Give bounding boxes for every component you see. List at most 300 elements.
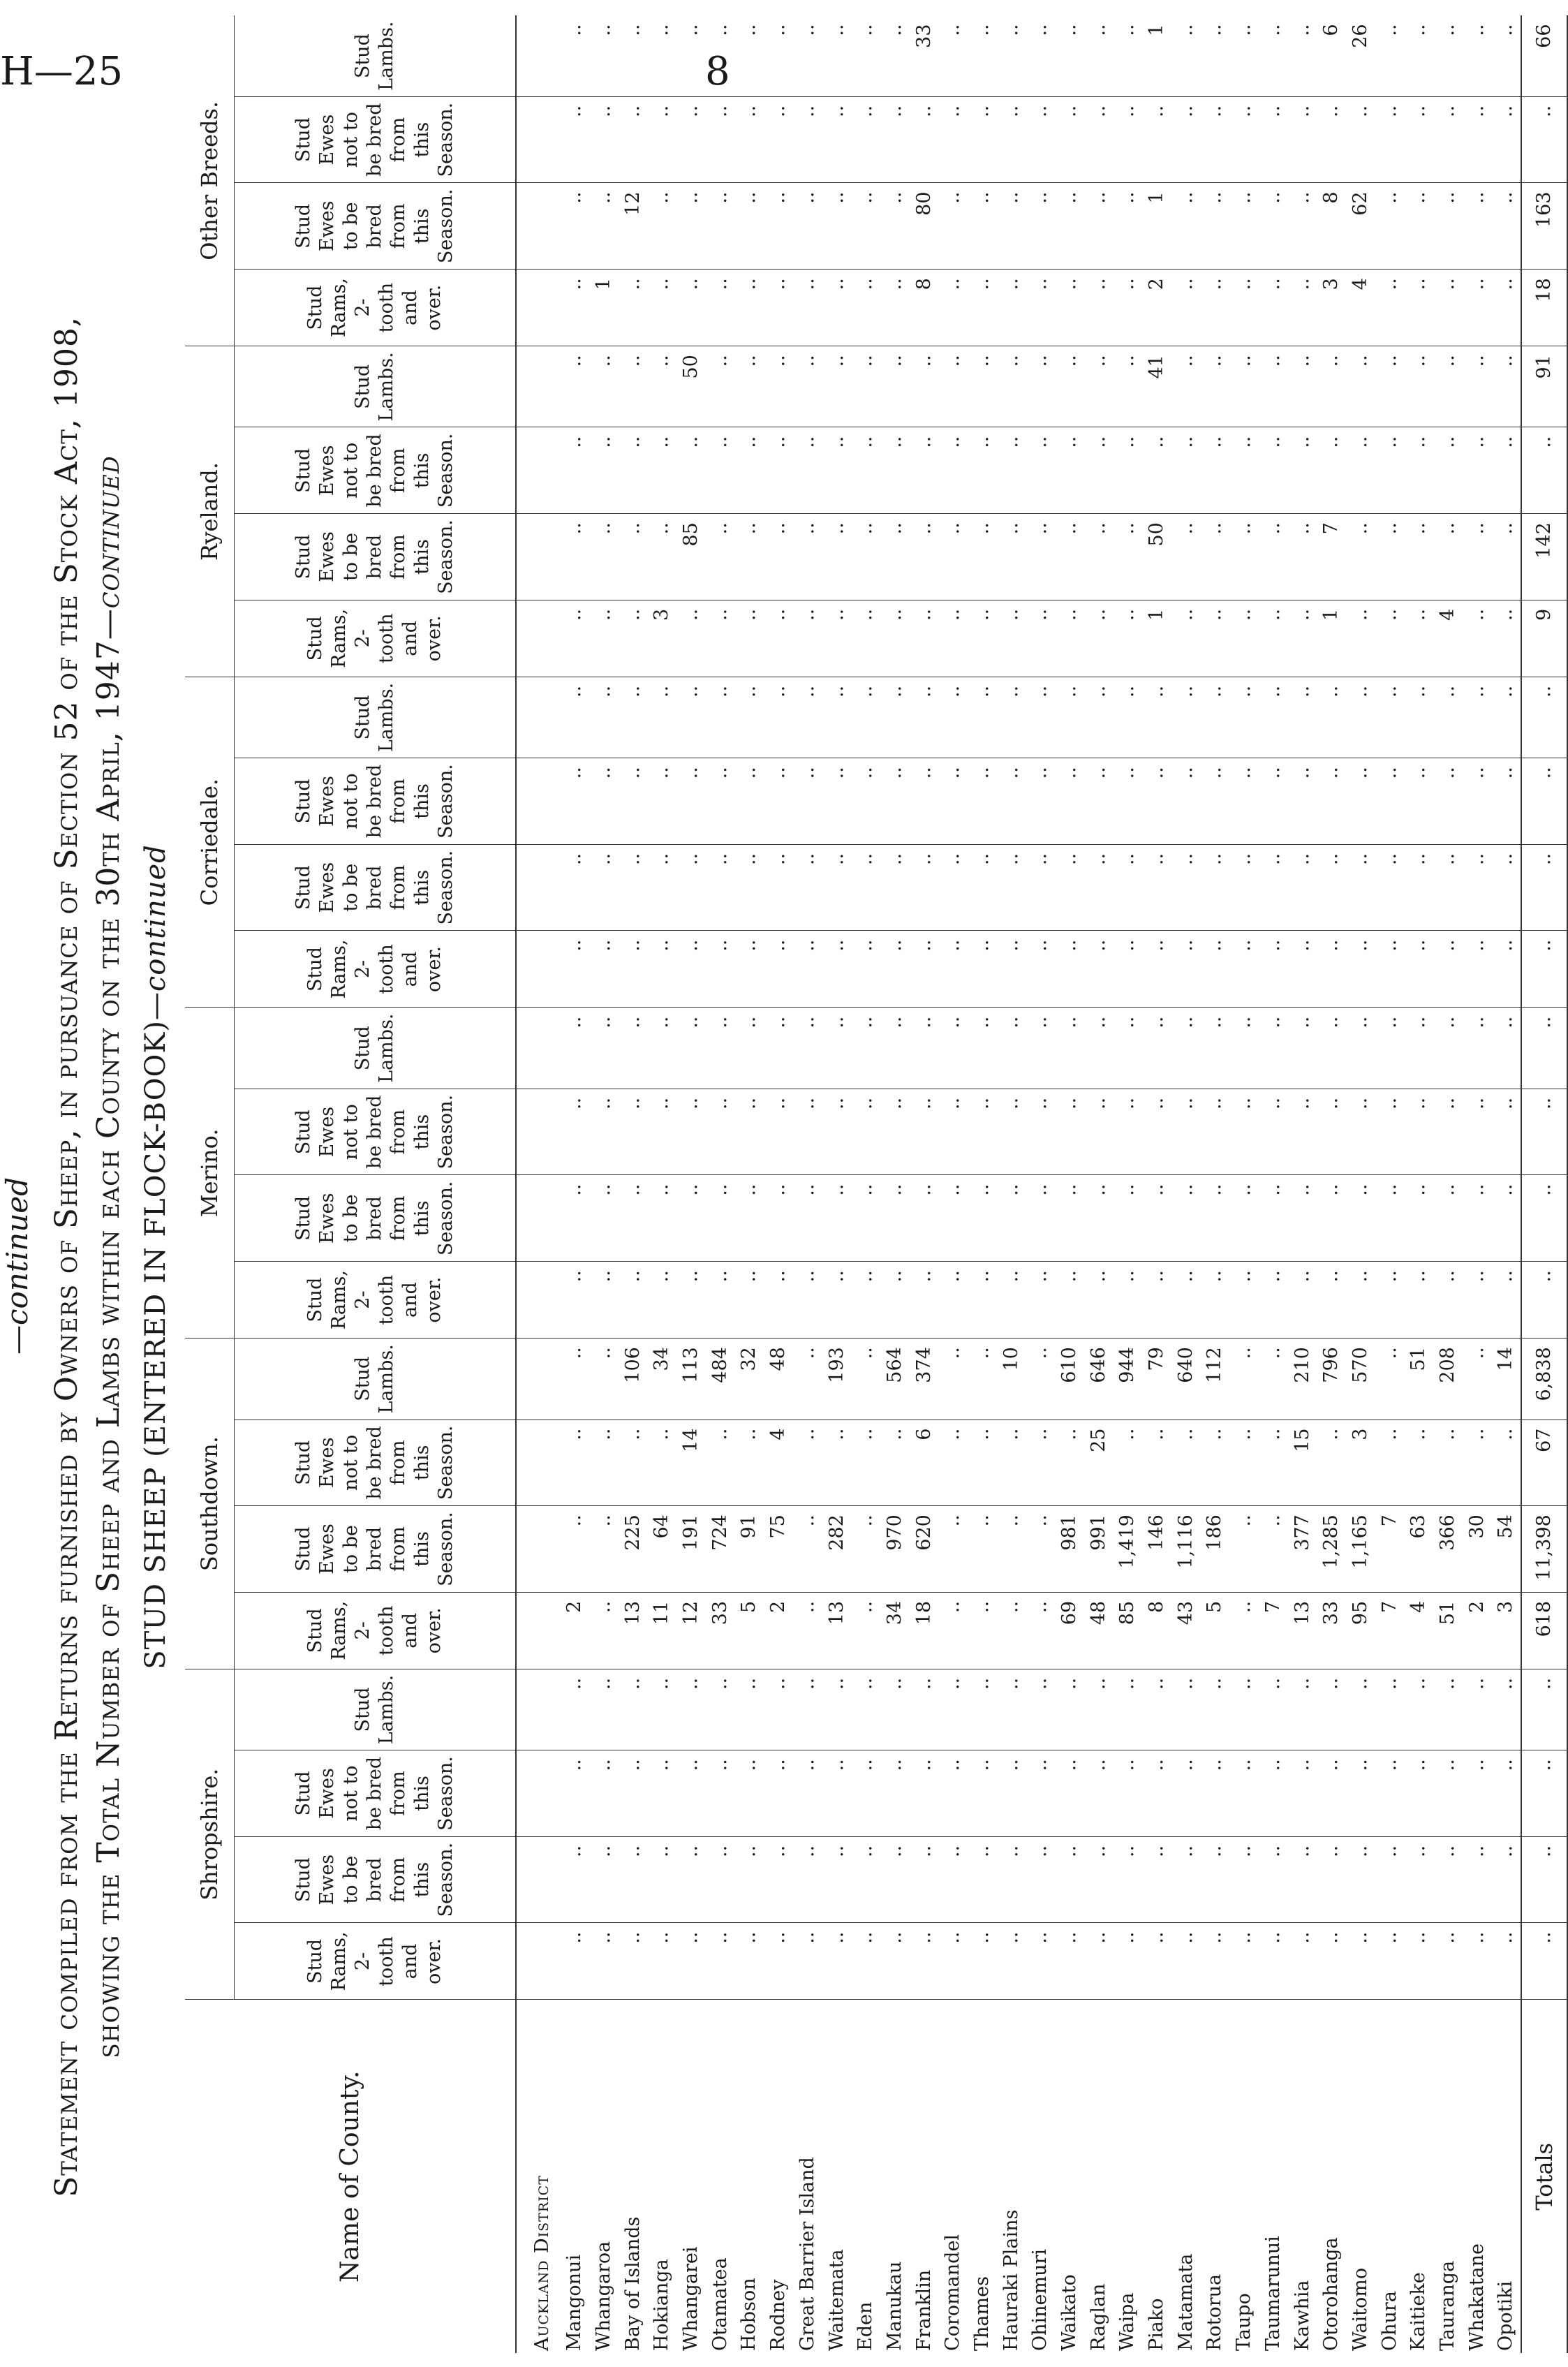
empty-cell [516, 1008, 560, 1089]
value-cell: .. [1200, 1923, 1229, 2000]
column-header: Stud Ewes to be bred from this Season. [235, 183, 517, 270]
value-cell: .. [589, 931, 619, 1008]
value-cell: .. [1171, 1262, 1200, 1339]
value-cell: .. [618, 15, 647, 96]
empty-cell [516, 183, 560, 270]
value-cell: .. [1433, 1836, 1463, 1923]
value-cell: .. [764, 514, 793, 600]
value-cell: .. [618, 600, 647, 677]
empty-cell [516, 427, 560, 514]
value-cell: .. [1026, 1592, 1055, 1669]
value-cell: 1 [1142, 183, 1171, 270]
value-cell: .. [1491, 346, 1521, 427]
county-name: Whakatane [1465, 2243, 1488, 2351]
value-cell: .. [793, 758, 822, 845]
value-cell: .. [764, 1750, 793, 1837]
value-cell: .. [822, 346, 851, 427]
value-cell: .. [793, 514, 822, 600]
value-cell: .. [1026, 514, 1055, 600]
value-cell: 2 [560, 1592, 589, 1669]
value-cell: .. [996, 1592, 1026, 1669]
value-cell: .. [968, 1506, 997, 1593]
value-cell: .. [1259, 1089, 1288, 1175]
value-cell: .. [618, 514, 647, 600]
value-cell: 12 [676, 1592, 706, 1669]
statement-title-line2 [91, 161, 126, 2353]
value-cell: .. [968, 1923, 997, 2000]
value-cell: .. [1346, 1923, 1375, 2000]
value-cell: .. [705, 270, 734, 346]
value-cell: .. [880, 183, 910, 270]
value-cell: 41 [1142, 346, 1171, 427]
value-cell: .. [1375, 1175, 1404, 1262]
value-cell: .. [1317, 1669, 1346, 1750]
value-cell: .. [1462, 758, 1491, 845]
value-cell: .. [938, 1506, 968, 1593]
value-cell: .. [880, 600, 910, 677]
value-cell: .. [1171, 1420, 1200, 1506]
table-row [1113, 15, 1142, 2353]
column-header: Stud Ewes not to be bred from this Season. [235, 1420, 517, 1506]
value-cell: .. [968, 931, 997, 1008]
value-cell: .. [968, 1750, 997, 1837]
value-cell: 13 [618, 1592, 647, 1669]
value-cell: .. [1026, 96, 1055, 183]
value-cell: .. [1317, 1008, 1346, 1089]
value-cell: .. [764, 1836, 793, 1923]
value-cell: .. [1055, 1089, 1084, 1175]
value-cell: .. [676, 844, 706, 931]
value-cell: .. [851, 427, 880, 514]
value-cell: .. [1259, 427, 1288, 514]
value-cell: 3 [1346, 1420, 1375, 1506]
value-cell: 69 [1055, 1592, 1084, 1669]
value-cell: 618 [1521, 1592, 1567, 1669]
value-cell: 106 [618, 1339, 647, 1420]
value-cell: .. [1433, 1089, 1463, 1175]
value-cell: .. [647, 1420, 676, 1506]
value-cell: .. [1346, 1750, 1375, 1837]
value-cell: .. [1521, 1669, 1567, 1750]
value-cell: .. [1287, 931, 1317, 1008]
value-cell: .. [1317, 1836, 1346, 1923]
value-cell: .. [734, 514, 764, 600]
table-row [793, 15, 822, 2353]
value-cell: .. [1026, 1420, 1055, 1506]
county-name: Hokianga [651, 2259, 673, 2351]
value-cell: .. [1287, 346, 1317, 427]
value-cell: 724 [705, 1506, 734, 1593]
county-name: Ohura [1378, 2291, 1400, 2351]
empty-cell [516, 1750, 560, 1837]
value-cell: .. [938, 600, 968, 677]
value-cell: 6,838 [1521, 1339, 1567, 1420]
county-name: Eden [855, 2301, 877, 2351]
county-name: Whangarei [680, 2246, 702, 2351]
value-cell: 15 [1287, 1420, 1317, 1506]
value-cell: .. [589, 1669, 619, 1750]
value-cell: .. [1433, 931, 1463, 1008]
value-cell: .. [1521, 1089, 1567, 1175]
value-cell: .. [1171, 15, 1200, 96]
value-cell: .. [734, 1008, 764, 1089]
table-row [880, 15, 910, 2353]
value-cell: .. [880, 677, 910, 758]
value-cell: 564 [880, 1339, 910, 1420]
value-cell: .. [968, 1420, 997, 1506]
value-cell: 1,116 [1171, 1506, 1200, 1593]
value-cell: .. [676, 931, 706, 1008]
county-name: Ohinemuri [1029, 2248, 1051, 2351]
subtitle-continued: continued [140, 844, 172, 992]
value-cell: .. [1259, 931, 1288, 1008]
value-cell: .. [647, 427, 676, 514]
table-row [1375, 15, 1404, 2353]
value-cell: .. [909, 1175, 938, 1262]
value-cell: 991 [1083, 1506, 1113, 1593]
value-cell: 112 [1200, 1339, 1229, 1420]
value-cell: .. [1433, 1008, 1463, 1089]
value-cell: .. [968, 600, 997, 677]
value-cell: .. [1055, 514, 1084, 600]
value-cell: .. [851, 931, 880, 1008]
value-cell: .. [1026, 1506, 1055, 1593]
value-cell: .. [968, 183, 997, 270]
empty-cell [516, 677, 560, 758]
value-cell: .. [1229, 1506, 1259, 1593]
county-name: Hobson [738, 2278, 760, 2351]
value-cell: .. [1491, 1836, 1521, 1923]
value-cell: 208 [1433, 1339, 1463, 1420]
value-cell: .. [764, 1008, 793, 1089]
value-cell: .. [1259, 1420, 1288, 1506]
empty-cell [516, 514, 560, 600]
value-cell: .. [1317, 1089, 1346, 1175]
value-cell: .. [1462, 844, 1491, 931]
table-row [1346, 15, 1375, 2353]
value-cell: .. [1404, 183, 1433, 270]
value-cell: .. [1287, 1836, 1317, 1923]
value-cell: .. [909, 1089, 938, 1175]
value-cell: .. [1346, 346, 1375, 427]
county-name: Waitemata [825, 2249, 848, 2351]
county-name: Opotiki [1495, 2280, 1517, 2351]
column-header: Stud Ewes not to be bred from this Season. [235, 427, 517, 514]
value-cell: .. [764, 931, 793, 1008]
value-cell: 1 [589, 270, 619, 346]
value-cell: .. [793, 270, 822, 346]
value-cell: .. [1113, 931, 1142, 1008]
value-cell: .. [676, 758, 706, 845]
value-cell: .. [968, 514, 997, 600]
value-cell: 2 [1142, 270, 1171, 346]
value-cell: .. [1346, 677, 1375, 758]
value-cell: .. [560, 1506, 589, 1593]
value-cell: 610 [1055, 1339, 1084, 1420]
county-name: Thames [970, 2276, 993, 2351]
value-cell: .. [1317, 844, 1346, 931]
value-cell: .. [880, 514, 910, 600]
value-cell: .. [1200, 183, 1229, 270]
value-cell: .. [1375, 844, 1404, 931]
value-cell: .. [1083, 844, 1113, 931]
value-cell: .. [968, 1592, 997, 1669]
value-cell: .. [1200, 844, 1229, 931]
value-cell: .. [560, 427, 589, 514]
value-cell: .. [1113, 270, 1142, 346]
county-name: Hauraki Plains [1000, 2209, 1022, 2351]
value-cell: .. [1259, 1506, 1288, 1593]
value-cell: .. [1404, 1750, 1433, 1837]
continued-label: —continued [0, 1177, 34, 1355]
page-number: 8 [705, 49, 730, 94]
value-cell: .. [1083, 514, 1113, 600]
value-cell: .. [1200, 1669, 1229, 1750]
value-cell: .. [1521, 758, 1567, 845]
value-cell: .. [909, 844, 938, 931]
value-cell: .. [968, 677, 997, 758]
value-cell: .. [1491, 677, 1521, 758]
column-header: Stud Rams, 2-tooth and over. [235, 1592, 517, 1669]
value-cell: .. [589, 15, 619, 96]
value-cell: 13 [822, 1592, 851, 1669]
value-cell: .. [996, 1262, 1026, 1339]
value-cell: .. [647, 96, 676, 183]
value-cell: .. [822, 514, 851, 600]
value-cell: .. [647, 1262, 676, 1339]
empty-cell [516, 1592, 560, 1669]
table-row [589, 15, 619, 2353]
value-cell: .. [647, 346, 676, 427]
value-cell: .. [880, 1750, 910, 1837]
value-cell: .. [909, 1923, 938, 2000]
county-name-header: Name of County. [185, 2000, 516, 2353]
value-cell: .. [1142, 1175, 1171, 1262]
value-cell: 8 [1317, 183, 1346, 270]
column-header: Stud Ewes not to be bred from this Season. [235, 758, 517, 845]
value-cell: .. [618, 346, 647, 427]
value-cell: .. [1026, 15, 1055, 96]
value-cell: .. [618, 758, 647, 845]
value-cell: .. [793, 1750, 822, 1837]
value-cell: .. [589, 600, 619, 677]
value-cell: .. [1229, 346, 1259, 427]
value-cell: .. [1259, 183, 1288, 270]
value-cell: .. [1229, 1339, 1259, 1420]
value-cell: .. [647, 844, 676, 931]
value-cell: .. [822, 931, 851, 1008]
value-cell: .. [1142, 758, 1171, 845]
value-cell: .. [793, 677, 822, 758]
value-cell: .. [618, 1262, 647, 1339]
value-cell: .. [1142, 427, 1171, 514]
subtitle-text: STUD SHEEP (ENTERED IN FLOCK-BOOK)— [140, 991, 172, 1669]
value-cell: .. [1142, 1262, 1171, 1339]
value-cell: .. [938, 1669, 968, 1750]
value-cell: .. [1083, 1750, 1113, 1837]
value-cell: .. [560, 758, 589, 845]
value-cell: .. [1083, 1669, 1113, 1750]
value-cell: .. [705, 1175, 734, 1262]
value-cell: .. [1375, 183, 1404, 270]
value-cell: .. [1375, 427, 1404, 514]
value-cell: .. [618, 931, 647, 1008]
value-cell: 91 [1521, 346, 1567, 427]
value-cell: .. [1026, 1669, 1055, 1750]
value-cell: .. [1375, 270, 1404, 346]
value-cell: .. [1433, 1923, 1463, 2000]
table-row [1142, 15, 1171, 2353]
value-cell: .. [1055, 1669, 1084, 1750]
value-cell: .. [1026, 1339, 1055, 1420]
value-cell: .. [938, 96, 968, 183]
value-cell: .. [1200, 931, 1229, 1008]
county-name: Piako [1146, 2298, 1168, 2351]
value-cell: .. [996, 1089, 1026, 1175]
county-name: Franklin [912, 2269, 935, 2351]
value-cell: .. [1259, 1923, 1288, 2000]
value-cell: .. [1229, 183, 1259, 270]
value-cell: 377 [1287, 1506, 1317, 1593]
value-cell: .. [880, 96, 910, 183]
value-cell: 4 [1433, 600, 1463, 677]
value-cell: .. [968, 844, 997, 931]
value-cell: 640 [1171, 1339, 1200, 1420]
value-cell: .. [1433, 183, 1463, 270]
value-cell: .. [1113, 1669, 1142, 1750]
value-cell: .. [1346, 600, 1375, 677]
value-cell: .. [851, 677, 880, 758]
value-cell: .. [1287, 15, 1317, 96]
value-cell: .. [1317, 427, 1346, 514]
value-cell: .. [1462, 1836, 1491, 1923]
value-cell: .. [560, 1669, 589, 1750]
value-cell: .. [1113, 427, 1142, 514]
value-cell: 646 [1083, 1339, 1113, 1420]
value-cell: .. [1026, 1750, 1055, 1837]
county-name: Tauranga [1436, 2260, 1458, 2351]
value-cell: .. [1317, 1262, 1346, 1339]
value-cell: .. [1346, 96, 1375, 183]
table-row [968, 15, 997, 2353]
value-cell: .. [1346, 1836, 1375, 1923]
value-cell: .. [1433, 96, 1463, 183]
title-line2-text: showing the Total Number of Sheep and Lambs within each County on the 30th April, 1947— [91, 608, 126, 2058]
value-cell: .. [647, 514, 676, 600]
value-cell: .. [1462, 514, 1491, 600]
value-cell: .. [909, 1008, 938, 1089]
value-cell: .. [705, 1750, 734, 1837]
value-cell: .. [1171, 514, 1200, 600]
value-cell: .. [618, 1669, 647, 1750]
value-cell: 79 [1142, 1339, 1171, 1420]
column-header: Stud Lambs. [235, 1669, 517, 1750]
value-cell: .. [1259, 96, 1288, 183]
value-cell: .. [938, 1750, 968, 1837]
value-cell: .. [676, 600, 706, 677]
value-cell: .. [1433, 270, 1463, 346]
table-row [1055, 15, 1084, 2353]
value-cell: .. [1055, 1175, 1084, 1262]
value-cell: .. [1171, 758, 1200, 845]
county-name: Rotorua [1204, 2273, 1226, 2351]
value-cell: .. [1113, 600, 1142, 677]
value-cell: .. [880, 758, 910, 845]
value-cell: .. [880, 1669, 910, 1750]
value-cell: .. [880, 931, 910, 1008]
value-cell: .. [1491, 1750, 1521, 1837]
value-cell: .. [851, 1506, 880, 1593]
value-cell: .. [1491, 1008, 1521, 1089]
empty-cell [516, 1506, 560, 1593]
value-cell: .. [938, 15, 968, 96]
column-header: Stud Ewes not to be bred from this Season. [235, 1089, 517, 1175]
value-cell: .. [1171, 96, 1200, 183]
value-cell: 3 [1317, 270, 1346, 346]
value-cell: .. [938, 677, 968, 758]
value-cell: .. [1346, 931, 1375, 1008]
value-cell: 48 [764, 1339, 793, 1420]
value-cell: .. [618, 844, 647, 931]
value-cell: .. [996, 600, 1026, 677]
value-cell: .. [1229, 931, 1259, 1008]
value-cell: .. [851, 183, 880, 270]
value-cell: .. [1346, 1008, 1375, 1089]
value-cell: .. [734, 1175, 764, 1262]
value-cell: .. [676, 1262, 706, 1339]
value-cell: .. [1113, 1836, 1142, 1923]
value-cell: 50 [676, 346, 706, 427]
value-cell: .. [1229, 427, 1259, 514]
value-cell: .. [734, 677, 764, 758]
table-row [1404, 15, 1433, 2353]
value-cell: .. [1055, 15, 1084, 96]
value-cell: .. [1142, 1923, 1171, 2000]
value-cell: .. [764, 1175, 793, 1262]
value-cell: .. [1433, 1175, 1463, 1262]
value-cell: .. [1229, 1420, 1259, 1506]
value-cell: .. [1462, 1750, 1491, 1837]
value-cell: 11 [647, 1592, 676, 1669]
value-cell: .. [1287, 1008, 1317, 1089]
value-cell: .. [560, 1089, 589, 1175]
value-cell: .. [647, 1923, 676, 2000]
value-cell: 30 [1462, 1506, 1491, 1593]
value-cell: 7 [1375, 1592, 1404, 1669]
value-cell: .. [1491, 514, 1521, 600]
value-cell: .. [560, 844, 589, 931]
table-row [1433, 15, 1463, 2353]
value-cell: .. [618, 1836, 647, 1923]
value-cell: .. [909, 1669, 938, 1750]
value-cell: .. [793, 15, 822, 96]
value-cell: .. [1433, 15, 1463, 96]
county-name: Great Barrier Island [796, 2157, 818, 2351]
value-cell: .. [851, 1836, 880, 1923]
value-cell: .. [909, 758, 938, 845]
value-cell: .. [1229, 758, 1259, 845]
value-cell: .. [909, 96, 938, 183]
value-cell: 43 [1171, 1592, 1200, 1669]
value-cell: .. [734, 1262, 764, 1339]
value-cell: .. [1404, 1175, 1433, 1262]
value-cell: .. [647, 1669, 676, 1750]
value-cell: .. [851, 15, 880, 96]
table-row [1171, 15, 1200, 2353]
value-cell: .. [1287, 677, 1317, 758]
value-cell: .. [968, 15, 997, 96]
value-cell: .. [589, 677, 619, 758]
